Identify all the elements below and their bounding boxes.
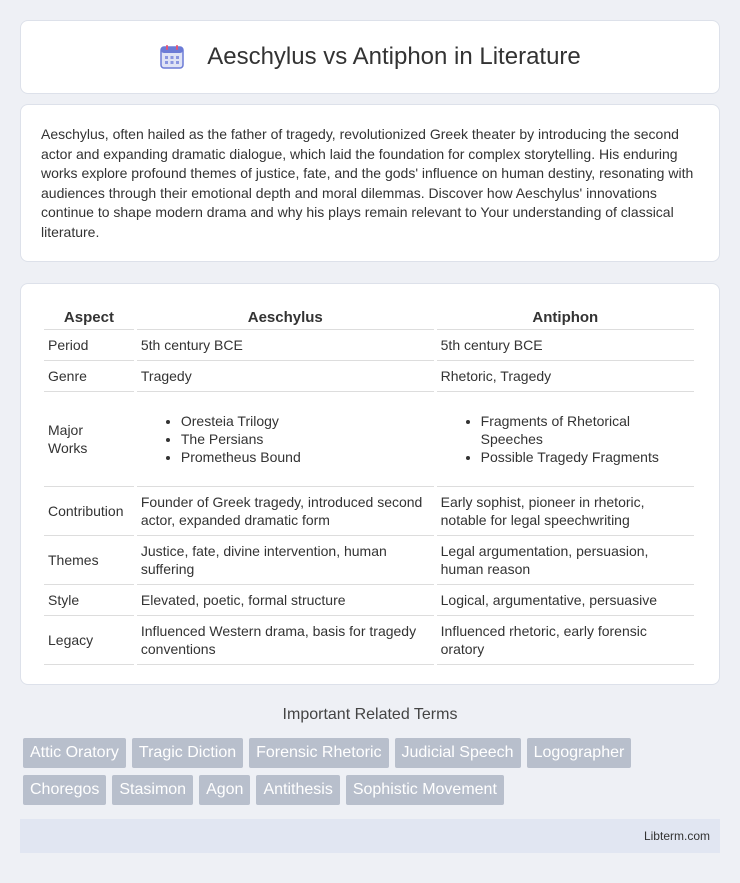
tag-judicial-speech[interactable]: Judicial Speech xyxy=(395,738,521,768)
row-aeschylus: Tragedy xyxy=(137,361,434,392)
row-aspect: Style xyxy=(44,585,134,616)
table-row xyxy=(44,330,694,361)
tag-antithesis[interactable]: Antithesis xyxy=(256,775,339,805)
row-antiphon: Influenced rhetoric, early forensic oratory xyxy=(437,616,694,665)
row-antiphon xyxy=(437,392,694,487)
header-card xyxy=(20,20,720,94)
table-row xyxy=(44,585,694,616)
row-aspect: Legacy xyxy=(44,616,134,665)
comparison-card xyxy=(20,283,720,685)
header-aspect: Aspect xyxy=(44,304,134,330)
list-item: • Possible Tragedy Fragments xyxy=(481,448,690,466)
header-aeschylus: Aeschylus xyxy=(137,304,434,330)
intro-text: Aeschylus, often hailed as the father of tragedy, revolutionized Greek theater by introducing the second actor and expanding dramatic dialogue, which laid the foundation for complex storytelling. His enduring works explore profound themes of justice, fate, and the gods' influence on human destiny, resonating with audiences through their emotional depth and moral dilemmas. Discover how Aeschylus' innovations continue to shape modern drama and why his plays remain relevant to Your understanding of classical literature. xyxy=(41,126,694,240)
tag-attic-oratory[interactable]: Attic Oratory xyxy=(23,738,126,768)
row-aeschylus: Elevated, poetic, formal structure xyxy=(137,585,434,616)
list-item: • The Persians xyxy=(181,430,430,448)
row-antiphon: Rhetoric, Tragedy xyxy=(437,361,694,392)
table-row xyxy=(44,392,694,487)
row-aeschylus: Influenced Western drama, basis for tragedy conventions xyxy=(137,616,434,665)
tag-sophistic-movement[interactable]: Sophistic Movement xyxy=(346,775,504,805)
footer-site-link[interactable]: Libterm.com xyxy=(643,829,710,843)
row-aspect: Genre xyxy=(44,361,134,392)
row-aeschylus: Founder of Greek tragedy, introduced second actor, expanded dramatic form xyxy=(137,487,434,536)
table-row xyxy=(44,361,694,392)
tag-agon[interactable]: Agon xyxy=(199,775,250,805)
list-item: • Prometheus Bound xyxy=(181,448,430,466)
row-antiphon: Logical, argumentative, persuasive xyxy=(437,585,694,616)
tag-tragic-diction[interactable]: Tragic Diction xyxy=(132,738,243,768)
aeschylus-works-list xyxy=(141,412,430,466)
header-antiphon: Antiphon xyxy=(437,304,694,330)
row-aspect: Period xyxy=(44,330,134,361)
tag-stasimon[interactable]: Stasimon xyxy=(112,775,193,805)
table-header-row xyxy=(44,304,694,330)
related-terms-title: Important Related Terms xyxy=(282,706,458,723)
row-aspect: Themes xyxy=(44,536,134,585)
table-row xyxy=(44,536,694,585)
row-aspect: Contribution xyxy=(44,487,134,536)
list-item: • Oresteia Trilogy xyxy=(181,412,430,430)
tag-choregos[interactable]: Choregos xyxy=(23,775,106,805)
comparison-table xyxy=(41,304,697,665)
row-antiphon: Legal argumentation, persuasion, human reason xyxy=(437,536,694,585)
row-antiphon: 5th century BCE xyxy=(437,330,694,361)
row-antiphon: Early sophist, pioneer in rhetoric, notable for legal speechwriting xyxy=(437,487,694,536)
footer xyxy=(20,819,720,853)
page-title: Aeschylus vs Antiphon in Literature xyxy=(207,43,581,70)
calendar-icon xyxy=(159,44,185,70)
tag-forensic-rhetoric[interactable]: Forensic Rhetoric xyxy=(249,738,388,768)
row-aeschylus: 5th century BCE xyxy=(137,330,434,361)
list-item: • Fragments of Rhetorical Speeches xyxy=(481,412,690,448)
tag-logographer[interactable]: Logographer xyxy=(527,738,632,768)
row-aeschylus: Justice, fate, divine intervention, human suffering xyxy=(137,536,434,585)
table-row xyxy=(44,487,694,536)
row-aspect: Major Works xyxy=(44,392,134,487)
row-aeschylus xyxy=(137,392,434,487)
intro-card xyxy=(20,104,720,262)
antiphon-works-list xyxy=(441,412,690,466)
table-row xyxy=(44,616,694,665)
related-terms-list xyxy=(23,738,723,812)
